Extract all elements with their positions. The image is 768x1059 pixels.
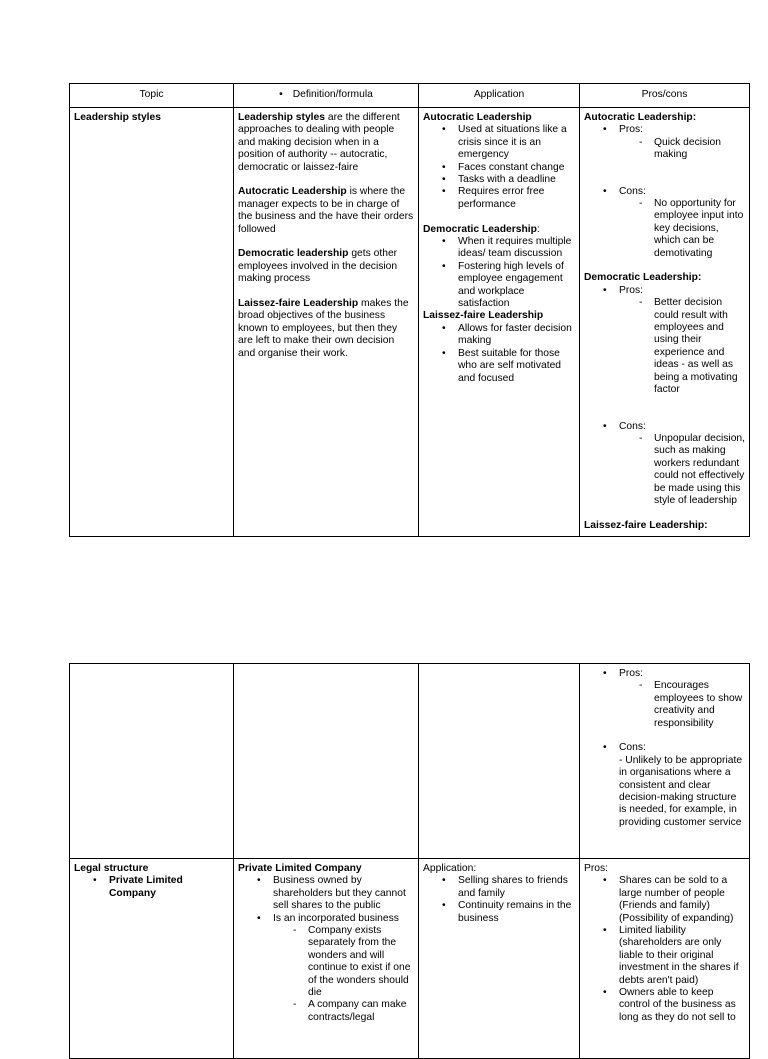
cons-label: Cons: (619, 742, 646, 754)
bullet-list (584, 668, 745, 730)
topic-label: Legal structure (74, 863, 149, 874)
topic-cell (70, 859, 234, 1059)
topic-sub-label: Private Limited Company (109, 875, 183, 899)
header-definition-label: Definition/formula (292, 89, 373, 101)
section-title: Private Limited Company (238, 863, 362, 874)
list-item: • Shares can be sold to a large number of people (Friends and family) (Possibility of expanding) (584, 875, 745, 925)
application-label: Application: (423, 863, 477, 874)
topic-label: Leadership styles (74, 112, 161, 123)
definition-text: is where the manager expects to be in charge of the business and the have their orders followed (238, 186, 414, 235)
term-label: Laissez-faire Leadership (238, 298, 359, 310)
colon-text: : (536, 223, 540, 235)
definition-cell (234, 859, 419, 1059)
bullet-list (584, 285, 745, 397)
header-application: Application (419, 84, 580, 108)
cons-text: - Unlikely to be appropriate in organisations where a consistent and clear decision-making structure is needed, for example, in providing customer service (619, 754, 743, 828)
leadership-styles-table (69, 83, 750, 537)
list-item: • When it requires multiple ideas/ team discussion (423, 236, 575, 261)
header-definition (234, 84, 419, 108)
dash-list (619, 297, 745, 396)
list-item (584, 421, 745, 508)
definition-paragraph (238, 186, 414, 236)
table-row (70, 108, 750, 537)
topic-cell (70, 664, 234, 859)
bullet-list (584, 124, 745, 161)
bullet-list (74, 875, 229, 900)
section-title: Autocratic Leadership: (584, 112, 697, 123)
cons-label: Cons: (619, 420, 646, 432)
definition-text: gets other employees involved in the decision making process (238, 248, 398, 285)
definition-text: are the different approaches to dealing with people and making decision when in a position of authority -- autocratic, democratic or laissez-faire (238, 112, 400, 173)
term-label: Democratic leadership (238, 248, 349, 260)
pros-label: Pros: (619, 124, 644, 136)
list-item (584, 285, 745, 397)
list-item: • Selling shares to friends and family (423, 875, 575, 900)
dash-list (273, 925, 414, 1024)
pros-label: Pros: (619, 668, 644, 679)
pros-label: Pros: (584, 863, 609, 874)
list-item (584, 124, 745, 161)
list-item: - Company exists separately from the wonders and will continue to exist if one of the wonders should die (273, 925, 414, 999)
definition-paragraph (238, 112, 414, 174)
application-cell (419, 664, 580, 859)
list-item: - Better decision could result with employees and using their experience and ideas - as well as being a motivating factor (619, 297, 745, 396)
list-item: • Fostering high levels of employee engagement and workplace satisfaction (423, 261, 575, 311)
table-row (70, 859, 750, 1059)
list-item: • Business owned by shareholders but they cannot sell shares to the public (238, 875, 414, 912)
bullet-list (584, 742, 745, 829)
bullet-list (423, 124, 575, 211)
list-item: - A company can make contracts/legal (273, 999, 414, 1024)
list-item (584, 186, 745, 260)
definition-paragraph (238, 298, 414, 360)
definition-text: makes the broad objectives of the business known to employees, but then they are left to make their own decision and organise their work. (238, 298, 409, 359)
list-item: • Tasks with a deadline (423, 174, 575, 186)
dash-list (619, 137, 745, 162)
table-row (70, 664, 750, 859)
application-cell (419, 859, 580, 1059)
term-label: Autocratic Leadership (238, 186, 347, 198)
cons-label: Cons: (619, 185, 646, 197)
definition-paragraph (238, 248, 414, 285)
section-title: Laissez-faire Leadership: (584, 519, 708, 531)
proscons-cell (580, 664, 750, 859)
bullet-list (584, 875, 745, 1024)
table-header-row (70, 84, 750, 108)
list-item: - Encourages employees to show creativity and responsibility (619, 680, 745, 730)
proscons-cell (580, 108, 750, 537)
dash-list (619, 680, 745, 730)
bullet-list (423, 875, 575, 925)
bullet-list (423, 323, 575, 385)
bullet-icon (279, 89, 293, 100)
list-item (584, 668, 745, 730)
section-title: Democratic Leadership (423, 223, 537, 235)
section-title: Laissez-faire Leadership (423, 310, 544, 322)
bullet-list (584, 421, 745, 508)
bullet-list (584, 186, 745, 260)
dash-list (619, 433, 745, 507)
list-item: - Unpopular decision, such as making workers redundant could not effectively be made using this style of leadership (619, 433, 745, 507)
list-item (74, 875, 229, 900)
list-item (584, 742, 745, 829)
list-item (238, 913, 414, 1025)
list-item: • Faces constant change (423, 162, 575, 174)
application-cell (419, 108, 580, 537)
list-item: • Limited liability (shareholders are only liable to their original investment in the shares if debts aren't paid) (584, 925, 745, 987)
section-title: Democratic Leadership: (584, 272, 702, 284)
list-item: • Owners able to keep control of the business as long as they do not sell to (584, 987, 745, 1024)
list-item: • Requires error free performance (423, 186, 575, 211)
definition-cell (234, 108, 419, 537)
bullet-list (238, 875, 414, 1024)
list-item: - Quick decision making (619, 137, 745, 162)
bullet-list (423, 236, 575, 310)
list-item: • Allows for faster decision making (423, 323, 575, 348)
definition-cell (234, 664, 419, 859)
proscons-cell (580, 859, 750, 1059)
legal-structure-table (69, 663, 750, 1059)
pros-label: Pros: (619, 284, 644, 296)
header-topic: Topic (70, 84, 234, 108)
list-item: - No opportunity for employee input into key decisions, which can be demotivating (619, 198, 745, 260)
header-proscons: Pros/cons (580, 84, 750, 108)
list-item: • Continuity remains in the business (423, 900, 575, 925)
topic-cell (70, 108, 234, 537)
list-item: • Used at situations like a crisis since it is an emergency (423, 124, 575, 161)
term-label: Leadership styles (238, 112, 325, 123)
list-item: • Best suitable for those who are self motivated and focused (423, 348, 575, 385)
list-item-text: Is an incorporated business (273, 912, 399, 924)
dash-list (619, 198, 745, 260)
section-title: Autocratic Leadership (423, 112, 532, 123)
